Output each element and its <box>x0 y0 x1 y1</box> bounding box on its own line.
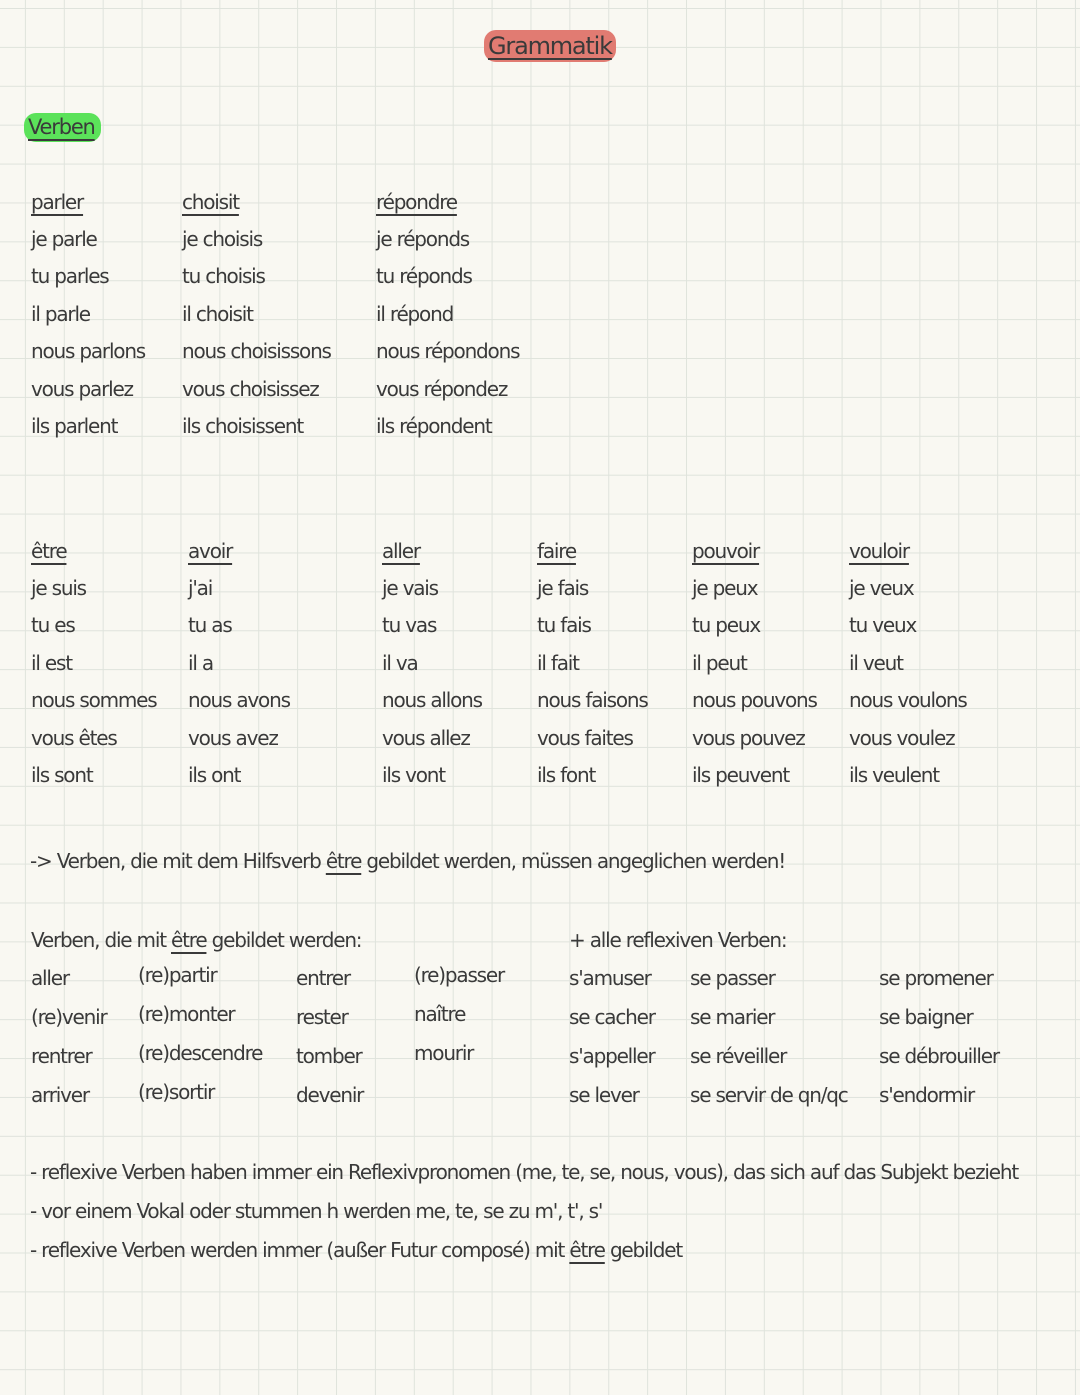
list-item: se passer <box>690 966 775 990</box>
list-item: rentrer <box>31 1044 92 1068</box>
verb-form: tu réponds <box>376 264 472 289</box>
verb-form: vous parlez <box>31 376 133 401</box>
rule-text: - vor einem Vokal oder stummen h werden me, te, se zu m', t', s' <box>30 1199 603 1223</box>
rule-text: - reflexive Verben werden immer (außer Futur composé) mit <box>30 1238 570 1262</box>
verb-form: vous choisissez <box>182 376 319 401</box>
conjugation-table-aller <box>382 541 482 802</box>
list-item: rester <box>296 1005 348 1029</box>
rule-text: gebildet <box>604 1238 682 1262</box>
verb-infinitive: choisit <box>182 190 239 214</box>
note-text: gebildet werden, müssen angeglichen werden! <box>361 849 786 873</box>
list-item: se réveiller <box>690 1044 787 1068</box>
list-item: mourir <box>414 1041 474 1065</box>
rule-line <box>30 1238 682 1262</box>
agreement-note <box>30 849 785 873</box>
verb-form: j'ai <box>188 576 213 600</box>
verb-form: il répond <box>376 301 454 326</box>
list-item: (re)passer <box>414 963 505 987</box>
rule-keyword: être <box>569 1238 605 1262</box>
verb-form: il choisit <box>182 301 253 326</box>
list-item: se marier <box>690 1005 775 1029</box>
verb-form: nous allons <box>382 688 482 713</box>
conjugation-table-avoir <box>188 541 290 802</box>
list-item: arriver <box>31 1083 89 1107</box>
reflexive-verbs-heading: + alle reflexiven Verben: <box>569 928 787 952</box>
conjugation-table-parler <box>31 192 145 453</box>
etre-verbs-heading <box>31 928 361 952</box>
rule-text: - reflexive Verben haben immer ein Reflexivpronomen (me, te, se, nous, vous), das sich auf das Subjekt bezieht <box>30 1160 1018 1184</box>
conjugation-table-vouloir <box>849 541 967 802</box>
conjugation-table-faire <box>537 541 648 802</box>
verb-form: nous répondons <box>376 339 520 364</box>
verb-form: vous faites <box>537 725 633 750</box>
verb-infinitive: faire <box>537 539 576 563</box>
verb-form: tu es <box>31 613 75 638</box>
list-item: (re)partir <box>138 963 217 987</box>
verb-infinitive: vouloir <box>849 539 909 563</box>
list-item: se débrouiller <box>879 1044 999 1068</box>
list-item: (re)sortir <box>138 1080 215 1104</box>
verb-form: ils sont <box>31 762 93 787</box>
list-item: se promener <box>879 966 993 990</box>
section-heading-verben: Verben <box>24 113 101 142</box>
verb-infinitive: répondre <box>376 190 457 214</box>
verb-form: vous pouvez <box>692 725 805 750</box>
verb-form: nous faisons <box>537 688 648 713</box>
verb-form: tu choisis <box>182 264 265 289</box>
verb-form: tu veux <box>849 613 917 638</box>
verb-form: il fait <box>537 650 579 675</box>
list-item: se lever <box>569 1083 639 1107</box>
verb-form: je peux <box>692 576 758 600</box>
verb-form: je suis <box>31 576 86 600</box>
verb-form: je réponds <box>376 227 470 251</box>
list-item: tomber <box>296 1044 362 1068</box>
verb-form: je fais <box>537 576 589 600</box>
verb-form: je veux <box>849 576 914 600</box>
list-item: s'amuser <box>569 966 651 990</box>
verb-form: nous sommes <box>31 688 157 713</box>
verb-form: ils vont <box>382 762 445 787</box>
verb-form: il va <box>382 650 418 675</box>
conjugation-table-pouvoir <box>692 541 817 802</box>
verb-form: il a <box>188 650 213 675</box>
verb-form: ils peuvent <box>692 762 790 787</box>
heading-keyword: être <box>171 928 207 952</box>
note-keyword: être <box>325 849 362 873</box>
rule-line <box>30 1160 1018 1184</box>
verb-form: ils parlent <box>31 413 118 438</box>
list-item: se servir de qn/qc <box>690 1083 848 1107</box>
verb-infinitive: parler <box>31 190 84 214</box>
list-item: aller <box>31 966 69 990</box>
verb-form: nous parlons <box>31 339 146 364</box>
verb-form: nous avons <box>188 688 290 713</box>
verb-form: je choisis <box>182 227 263 251</box>
verb-form: nous voulons <box>849 688 967 713</box>
reflexive-verbs-column <box>879 968 999 1122</box>
verb-form: vous êtes <box>31 725 117 750</box>
list-item: entrer <box>296 966 350 990</box>
page-title: Grammatik <box>484 30 616 62</box>
list-item: devenir <box>296 1083 364 1107</box>
verb-form: tu fais <box>537 613 591 638</box>
conjugation-table-etre <box>31 541 157 802</box>
verb-form: il peut <box>692 650 747 675</box>
list-item: (re)monter <box>138 1002 235 1026</box>
verb-form: vous allez <box>382 725 470 750</box>
conjugation-table-choisir <box>182 192 331 453</box>
reflexive-verbs-column <box>569 968 655 1122</box>
verb-form: il parle <box>31 301 90 326</box>
verb-infinitive: être <box>31 539 67 563</box>
verb-form: ils répondent <box>376 413 492 438</box>
verb-form: nous pouvons <box>692 688 817 713</box>
list-item: (re)venir <box>31 1005 107 1029</box>
verb-form: ils veulent <box>849 762 939 787</box>
etre-verbs-column <box>138 965 262 1119</box>
verb-form: vous répondez <box>376 376 508 401</box>
verb-form: vous voulez <box>849 725 955 750</box>
list-item: s'appeller <box>569 1044 655 1068</box>
reflexive-verbs-column <box>690 968 848 1122</box>
list-item: se cacher <box>569 1005 655 1029</box>
list-item: se baigner <box>879 1005 973 1029</box>
verb-form: il est <box>31 650 72 675</box>
conjugation-table-repondre <box>376 192 519 453</box>
verb-form: je parle <box>31 227 97 251</box>
note-text: -> Verben, die mit dem Hilfsverb <box>30 849 326 873</box>
verb-form: vous avez <box>188 725 278 750</box>
verb-form: ils choisissent <box>182 413 303 438</box>
verb-form: je vais <box>382 576 438 600</box>
etre-verbs-column <box>414 965 504 1080</box>
verb-form: tu parles <box>31 264 109 289</box>
verb-form: il veut <box>849 650 903 675</box>
verb-infinitive: pouvoir <box>692 539 760 563</box>
verb-form: tu vas <box>382 613 437 638</box>
verb-form: tu as <box>188 613 232 638</box>
verb-form: nous choisissons <box>182 339 331 364</box>
heading-text: gebildet werden: <box>206 928 362 952</box>
verb-infinitive: aller <box>382 539 420 563</box>
verb-form: tu peux <box>692 613 760 638</box>
list-item: naître <box>414 1002 466 1026</box>
etre-verbs-column <box>296 968 363 1122</box>
heading-text: Verben, die mit <box>31 928 171 952</box>
etre-verbs-column <box>31 968 107 1122</box>
list-item: (re)descendre <box>138 1041 263 1065</box>
rule-line <box>30 1199 602 1223</box>
verb-form: ils ont <box>188 762 241 787</box>
list-item: s'endormir <box>879 1083 974 1107</box>
verb-infinitive: avoir <box>188 539 233 563</box>
verb-form: ils font <box>537 762 596 787</box>
